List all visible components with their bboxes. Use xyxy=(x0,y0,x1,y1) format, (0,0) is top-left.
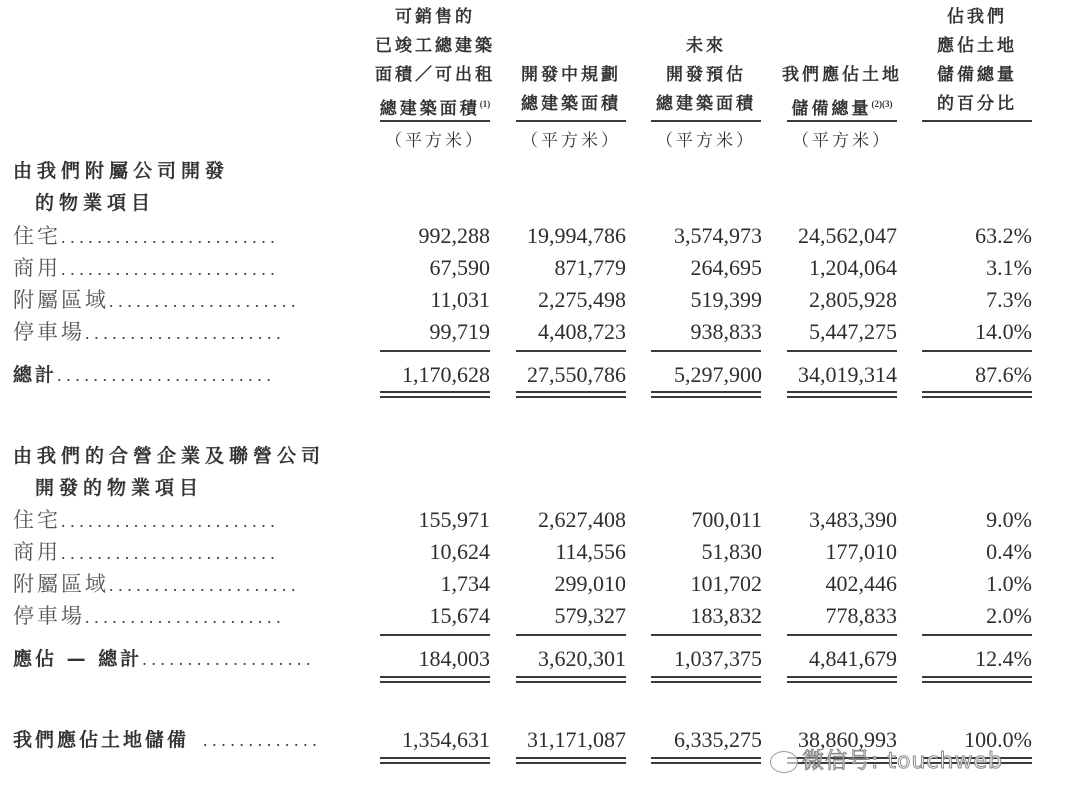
header-line: 的百分比 xyxy=(937,94,1017,114)
subtotal-rule xyxy=(922,634,1032,636)
subtotal-rule xyxy=(787,634,897,636)
header-text: 儲備總量 xyxy=(791,99,872,119)
dot-leader: ................... xyxy=(142,649,316,669)
cell-value: 402,446 xyxy=(825,571,897,596)
cell-value: 34,019,314 xyxy=(798,362,897,387)
row-label-text: 住宅 xyxy=(13,224,61,248)
row-label-text: 停車場 xyxy=(13,320,85,344)
dot-leader: ........................ xyxy=(57,365,276,385)
double-rule xyxy=(516,391,626,398)
table-row xyxy=(0,568,1080,600)
double-rule xyxy=(922,676,1032,683)
cell-value: 12.4% xyxy=(975,646,1032,671)
header-rule xyxy=(787,120,897,122)
cell-value: 19,994,786 xyxy=(527,223,626,248)
cell-value: 299,010 xyxy=(554,571,626,596)
row-label xyxy=(13,316,363,349)
subtotal-rule xyxy=(516,634,626,636)
cell-value: 9.0% xyxy=(986,507,1032,532)
double-rule xyxy=(651,391,761,398)
cell-value: 4,841,679 xyxy=(809,646,897,671)
cell-value: 992,288 xyxy=(418,223,490,248)
row-label-text: 停車場 xyxy=(13,604,85,628)
subtotal-rule xyxy=(922,350,1032,352)
row-label xyxy=(13,220,363,253)
row-label xyxy=(13,568,363,601)
cell-value: 6,335,275 xyxy=(674,727,762,752)
dot-leader: ............. xyxy=(203,730,322,750)
cell-value: 31,171,087 xyxy=(527,727,626,752)
cell-value: 2,275,498 xyxy=(538,287,626,312)
header-line: 應佔土地 xyxy=(937,36,1017,56)
cell-value: 11,031 xyxy=(430,287,490,312)
cell-value: 871,779 xyxy=(554,255,626,280)
double-rule xyxy=(380,757,490,764)
cell-value: 114,556 xyxy=(555,539,626,564)
cell-value: 87.6% xyxy=(975,362,1032,387)
header-line: 開發中規劃 xyxy=(521,65,621,85)
cell-value: 5,297,900 xyxy=(674,362,762,387)
unit-label: （平方米） xyxy=(792,131,892,151)
header-line: 未來 xyxy=(686,36,726,56)
cell-value: 2.0% xyxy=(986,603,1032,628)
header-line: 總建築面積 xyxy=(521,94,621,114)
cell-value: 1,204,064 xyxy=(809,255,897,280)
row-label xyxy=(13,536,363,569)
section-heading-line: 開發的物業項目 xyxy=(35,477,204,499)
unit-label: （平方米） xyxy=(656,131,756,151)
double-rule xyxy=(787,391,897,398)
table-row xyxy=(0,536,1080,568)
watermark-text: 微信号: touchweb xyxy=(802,749,1003,774)
dot-leader: ...................... xyxy=(85,323,286,343)
row-label-text: 應佔 — 總計 xyxy=(13,648,143,670)
cell-value: 15,674 xyxy=(429,603,490,628)
table-row xyxy=(0,600,1080,632)
cell-value: 700,011 xyxy=(691,507,762,532)
dot-leader: ..................... xyxy=(109,575,301,595)
dot-leader: ........................ xyxy=(61,511,280,531)
wechat-icon xyxy=(770,751,798,773)
dot-leader: ........................ xyxy=(61,227,280,247)
cell-value: 10,624 xyxy=(429,539,490,564)
header-rule xyxy=(922,120,1032,122)
dot-leader: ........................ xyxy=(61,259,280,279)
row-label-text: 商用 xyxy=(13,256,61,280)
row-label-text: 商用 xyxy=(13,540,61,564)
cell-value: 579,327 xyxy=(554,603,626,628)
cell-value: 51,830 xyxy=(701,539,762,564)
dot-leader: ...................... xyxy=(85,607,286,627)
table-row xyxy=(0,316,1080,348)
cell-value: 67,590 xyxy=(429,255,490,280)
header-line xyxy=(777,90,907,124)
header-line xyxy=(370,90,500,124)
unit-label: （平方米） xyxy=(521,131,621,151)
header-line: 開發預估 xyxy=(666,65,746,85)
cell-value: 3,620,301 xyxy=(538,646,626,671)
cell-value: 101,702 xyxy=(690,571,762,596)
double-rule xyxy=(516,676,626,683)
table-row xyxy=(0,284,1080,316)
row-label-text: 附屬區域 xyxy=(13,288,109,312)
double-rule xyxy=(651,757,761,764)
subtotal-rule xyxy=(380,350,490,352)
cell-value: 24,562,047 xyxy=(798,223,897,248)
double-rule xyxy=(922,391,1032,398)
table-row xyxy=(0,504,1080,536)
row-label xyxy=(13,724,363,756)
header-line: 總建築面積 xyxy=(656,94,756,114)
header-line: 我們應佔土地 xyxy=(782,65,902,85)
column-header-saleable-completed-gfa xyxy=(370,3,500,124)
cell-value: 778,833 xyxy=(825,603,897,628)
row-label xyxy=(13,643,363,675)
header-text: 總建築面積 xyxy=(379,99,480,119)
total-row xyxy=(0,359,1080,391)
header-line: 已竣工總建築 xyxy=(375,36,495,56)
cell-value: 155,971 xyxy=(418,507,490,532)
section-heading-line: 的物業項目 xyxy=(35,192,156,214)
header-rule xyxy=(516,120,626,122)
cell-value: 1,170,628 xyxy=(402,362,490,387)
wechat-watermark xyxy=(770,744,1003,775)
cell-value: 63.2% xyxy=(975,223,1032,248)
header-rule xyxy=(651,120,761,122)
row-label xyxy=(13,359,363,391)
cell-value: 183,832 xyxy=(690,603,762,628)
section-heading-jv-associates xyxy=(13,440,325,504)
cell-value: 3,483,390 xyxy=(809,507,897,532)
cell-value: 5,447,275 xyxy=(809,319,897,344)
footnote-marker: (2)(3) xyxy=(871,99,893,109)
header-line: 儲備總量 xyxy=(937,65,1017,85)
cell-value: 2,627,408 xyxy=(538,507,626,532)
cell-value: 38,860,993 xyxy=(798,727,897,752)
footnote-marker: (1) xyxy=(479,99,491,109)
cell-value: 99,719 xyxy=(429,319,490,344)
cell-value: 1.0% xyxy=(986,571,1032,596)
cell-value: 100.0% xyxy=(964,727,1032,752)
dot-leader: ........................ xyxy=(61,543,280,563)
cell-value: 1,734 xyxy=(440,571,490,596)
double-rule xyxy=(651,676,761,683)
cell-value: 1,354,631 xyxy=(402,727,490,752)
row-label xyxy=(13,284,363,317)
row-label-text: 附屬區域 xyxy=(13,572,109,596)
total-row xyxy=(0,643,1080,675)
row-label-text: 總計 xyxy=(13,364,58,386)
cell-value: 27,550,786 xyxy=(527,362,626,387)
column-header-gfa-under-development xyxy=(506,61,636,119)
cell-value: 0.4% xyxy=(986,539,1032,564)
row-label xyxy=(13,252,363,285)
double-rule xyxy=(787,676,897,683)
cell-value: 1,037,375 xyxy=(674,646,762,671)
subtotal-rule xyxy=(787,350,897,352)
cell-value: 7.3% xyxy=(986,287,1032,312)
cell-value: 177,010 xyxy=(825,539,897,564)
header-line: 面積／可出租 xyxy=(375,65,495,85)
column-header-future-gfa xyxy=(641,32,771,119)
unit-label: （平方米） xyxy=(385,131,485,151)
cell-value: 264,695 xyxy=(690,255,762,280)
header-rule xyxy=(380,120,490,122)
dot-leader: ..................... xyxy=(109,291,301,311)
cell-value: 2,805,928 xyxy=(809,287,897,312)
cell-value: 184,003 xyxy=(418,646,490,671)
double-rule xyxy=(380,391,490,398)
table-row xyxy=(0,252,1080,284)
cell-value: 519,399 xyxy=(690,287,762,312)
cell-value: 4,408,723 xyxy=(538,319,626,344)
subtotal-rule xyxy=(516,350,626,352)
row-label xyxy=(13,504,363,537)
cell-value: 3,574,973 xyxy=(674,223,762,248)
section-heading-line: 由我們的合營企業及聯營公司 xyxy=(13,445,326,467)
table-row xyxy=(0,220,1080,252)
double-rule xyxy=(380,676,490,683)
column-header-percentage xyxy=(912,3,1042,119)
row-label-text: 我們應佔土地儲備 xyxy=(13,729,190,751)
row-label-text: 住宅 xyxy=(13,508,61,532)
row-label xyxy=(13,600,363,633)
cell-value: 14.0% xyxy=(975,319,1032,344)
cell-value: 938,833 xyxy=(690,319,762,344)
cell-value: 3.1% xyxy=(986,255,1032,280)
column-header-attributable-land-bank xyxy=(777,61,907,124)
section-heading-line: 由我們附屬公司開發 xyxy=(13,160,230,182)
header-line: 佔我們 xyxy=(947,7,1007,27)
double-rule xyxy=(516,757,626,764)
header-line: 可銷售的 xyxy=(395,7,475,27)
subtotal-rule xyxy=(651,634,761,636)
subtotal-rule xyxy=(651,350,761,352)
subtotal-rule xyxy=(380,634,490,636)
section-heading-subsidiaries xyxy=(13,155,229,219)
